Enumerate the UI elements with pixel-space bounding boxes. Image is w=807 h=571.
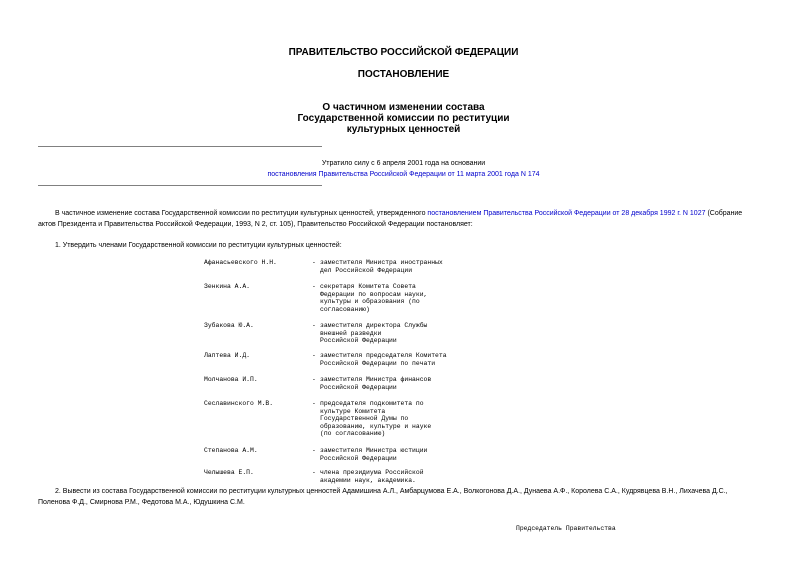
title-line: культурных ценностей [346, 124, 461, 135]
member-dash: - [312, 352, 316, 359]
role-line: дел Российской Федерации [320, 266, 413, 274]
document-type: ПОСТАНОВЛЕНИЕ [357, 69, 450, 80]
member-dash: - [312, 400, 316, 407]
signature-title: Председатель Правительства [516, 525, 616, 532]
role-line: (по согласованию) [320, 430, 386, 438]
role-line: заместителя Министра финансов [320, 376, 432, 383]
item-1-text: 1. Утвердить членами Государственной комиссии по реституции культурных ценностей: [55, 242, 342, 249]
item-2-line-2: Поленова Ф.Д., Смирнова Р.М., Федотова М.А., Юдушкина С.М. [38, 499, 245, 506]
role-line: заместителя Министра юстиции [320, 447, 428, 454]
member-role [320, 322, 427, 345]
role-line: председателя подкомитета по [320, 400, 424, 407]
preamble-text-end: (Собрание [705, 210, 743, 217]
role-line: заместителя Министра иностранных [320, 259, 443, 266]
member-role [320, 259, 443, 274]
member-role [320, 447, 427, 462]
role-line: академии наук, академика. [320, 476, 416, 484]
preamble-line-1 [55, 208, 742, 219]
title-line: О частичном изменении состава [322, 102, 485, 113]
member-name: Зубакова Ю.А. [204, 322, 254, 329]
member-name: Степанова А.М. [204, 447, 258, 454]
role-line: Государственной Думы по [320, 415, 409, 423]
divider-bottom [38, 185, 322, 186]
government-name: ПРАВИТЕЛЬСТВО РОССИЙСКОЙ ФЕДЕРАЦИИ [288, 47, 519, 58]
member-role [320, 283, 427, 313]
status-note [0, 158, 807, 180]
title-line: Государственной комиссии по реституции [297, 113, 510, 124]
role-line: Российской Федерации [320, 454, 397, 462]
status-note-text: Утратило силу с 6 апреля 2001 года на основании [321, 160, 486, 167]
member-name: Челышева Е.П. [204, 469, 254, 476]
member-dash: - [312, 283, 316, 290]
member-role [320, 376, 431, 391]
preamble-text: В частичное изменение состава Государственной комиссии по реституции культурных ценностей, утвержденного [55, 210, 428, 217]
member-dash: - [312, 469, 316, 476]
document-title [0, 102, 807, 135]
original-decree-link[interactable]: постановлением Правительства Российской Федерации от 28 декабря 1992 г. N 1027 [427, 210, 706, 217]
member-role [320, 400, 431, 438]
member-dash: - [312, 259, 316, 266]
member-name: Лаптева И.Д. [204, 352, 251, 359]
role-line: Российской Федерации [320, 383, 397, 391]
member-name: Сеславинского М.В. [204, 400, 274, 407]
role-line: культуры и образования (по [320, 298, 420, 306]
preamble-line-2: актов Президента и Правительства Российской Федерации, 1993, N 2, ст. 105), Правительство Российской Федерации постановляет: [38, 221, 473, 228]
member-role [320, 352, 447, 367]
repeal-decree-link[interactable]: постановления Правительства Российской Федерации от 11 марта 2001 года N 174 [267, 171, 540, 178]
role-line: культуре Комитета [320, 407, 386, 415]
role-line: заместителя директора Службы [320, 322, 428, 329]
member-name: Афанасьевского Н.Н. [204, 259, 277, 266]
role-line: члена президиума Российской [320, 469, 424, 476]
role-line: Российской Федерации по печати [320, 359, 436, 367]
member-dash: - [312, 447, 316, 454]
role-line: секретаря Комитета Совета [320, 283, 416, 290]
role-line: согласованию) [320, 305, 370, 313]
item-2 [0, 486, 807, 510]
member-role [320, 469, 424, 484]
role-line: Федерации по вопросам науки, [320, 290, 428, 298]
member-name: Молчанова И.П. [204, 376, 258, 383]
divider-top [38, 146, 322, 147]
member-name: Зенкина А.А. [204, 283, 251, 290]
role-line: заместителя председателя Комитета [320, 352, 447, 359]
member-dash: - [312, 376, 316, 383]
item-2-line-1: 2. Вывести из состава Государственной комиссии по реституции культурных ценностей Адамишина А.Л., Амбарцумова Е.А., Волкогонова Д.А., Дунаева А.Ф., Королева С.А., Кудрявцева В.Н., Лихачева Д.С., [55, 488, 728, 495]
role-line: внешней разведки [320, 329, 382, 337]
member-dash: - [312, 322, 316, 329]
role-line: образованию, культуре и науке [320, 422, 432, 430]
role-line: Российской Федерации [320, 337, 397, 345]
